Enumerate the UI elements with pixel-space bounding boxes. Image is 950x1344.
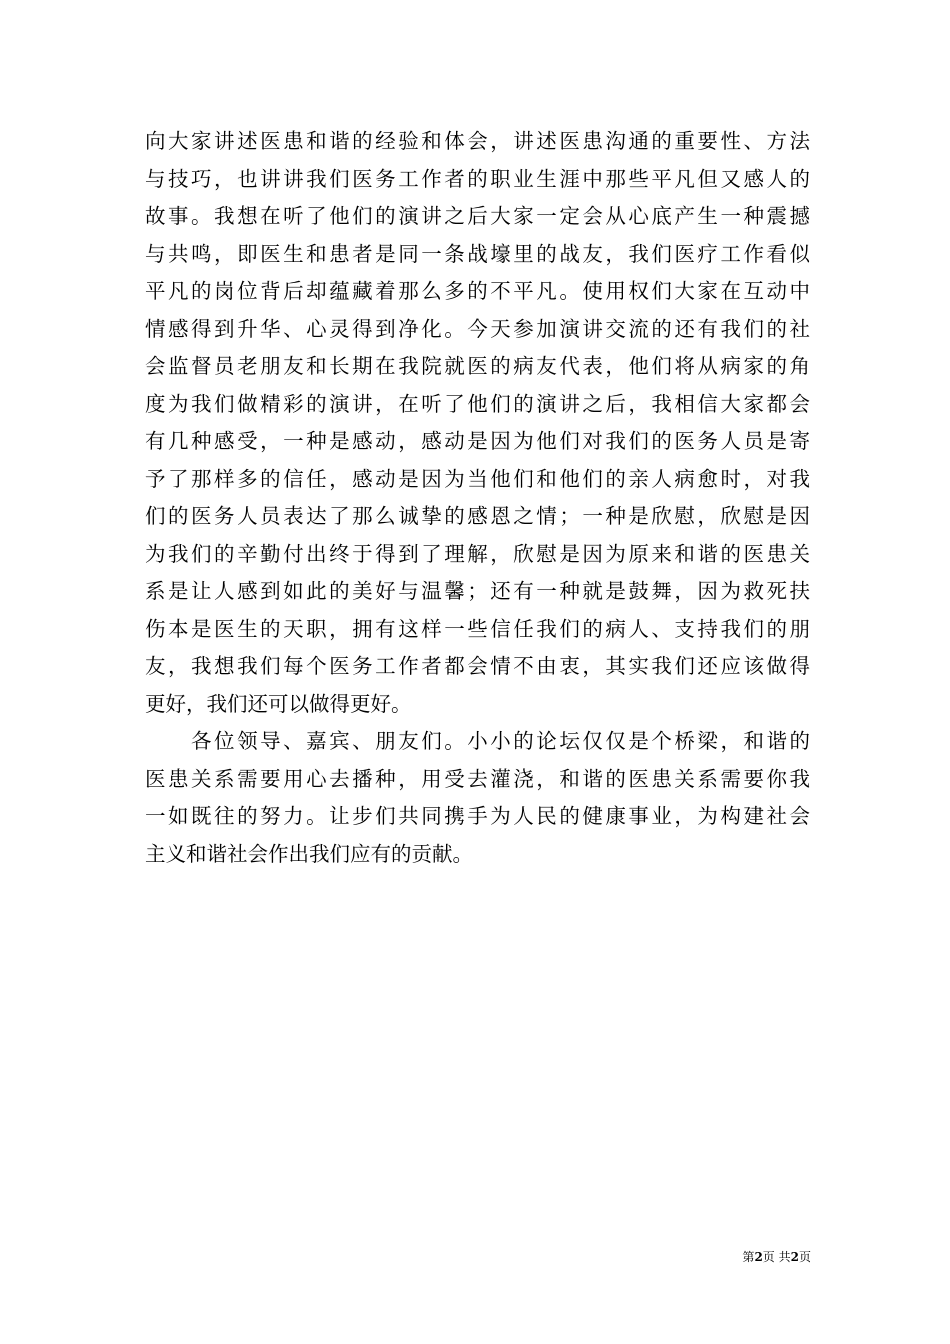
text-line: 会监督员老朋友和长期在我院就医的病友代表，他们将从病家的角 [145,354,810,378]
text-line: 度为我们做精彩的演讲，在听了他们的演讲之后，我相信大家都会 [145,391,810,416]
footer-prefix: 第 [742,1250,755,1264]
text-line: 伤本是医生的天职，拥有这样一些信任我们的病人、支持我们的朋 [145,616,810,641]
paragraph-1 [145,123,810,723]
text-line: 予了那样多的信任，感动是因为当他们和他们的亲人病愈时，对我 [145,466,810,491]
text-line: 平凡的岗位背后却蕴藏着那么多的不平凡。使用权们大家在互动中 [145,279,810,303]
text-line: 系是让人感到如此的美好与温馨；还有一种就是鼓舞，因为救死扶 [145,579,810,603]
text-line: 医患关系需要用心去播种，用受去灌浇，和谐的医患关系需要你我 [145,766,810,791]
footer-page-number: 2 [754,1250,763,1264]
page-footer [742,1249,811,1265]
footer-suffix: 页 [798,1250,811,1264]
text-line: 故事。我想在听了他们的演讲之后大家一定会从心底产生一种震撼 [145,204,810,228]
text-line: 情感得到升华、心灵得到净化。今天参加演讲交流的还有我们的社 [145,316,810,341]
text-line: 向大家讲述医患和谐的经验和体会，讲述医患沟通的重要性、方法 [145,129,810,153]
text-line: 与共鸣，即医生和患者是同一条战壕里的战友，我们医疗工作看似 [145,241,810,266]
footer-middle: 页 共 [762,1250,791,1264]
footer-total-pages: 2 [790,1250,799,1264]
text-line: 与技巧，也讲讲我们医务工作者的职业生涯中那些平凡但又感人的 [145,166,810,191]
text-line: 主义和谐社会作出我们应有的贡献。 [145,841,473,866]
text-line: 们的医务人员表达了那么诚挚的感恩之情；一种是欣慰，欣慰是因 [145,504,810,528]
text-line: 为我们的辛勤付出终于得到了理解，欣慰是因为原来和谐的医患关 [145,541,810,566]
text-line: 各位领导、嘉宾、朋友们。小小的论坛仅仅是个桥梁，和谐的 [145,729,810,753]
text-line: 更好，我们还可以做得更好。 [145,691,412,716]
text-line: 有几种感受，一种是感动，感动是因为他们对我们的医务人员是寄 [145,429,810,453]
paragraph-2 [145,723,810,873]
text-line: 友，我想我们每个医务工作者都会情不由衷，其实我们还应该做得 [145,654,810,678]
body-text [145,123,810,873]
text-line: 一如既往的努力。让步们共同携手为人民的健康事业，为构建社会 [145,804,810,828]
